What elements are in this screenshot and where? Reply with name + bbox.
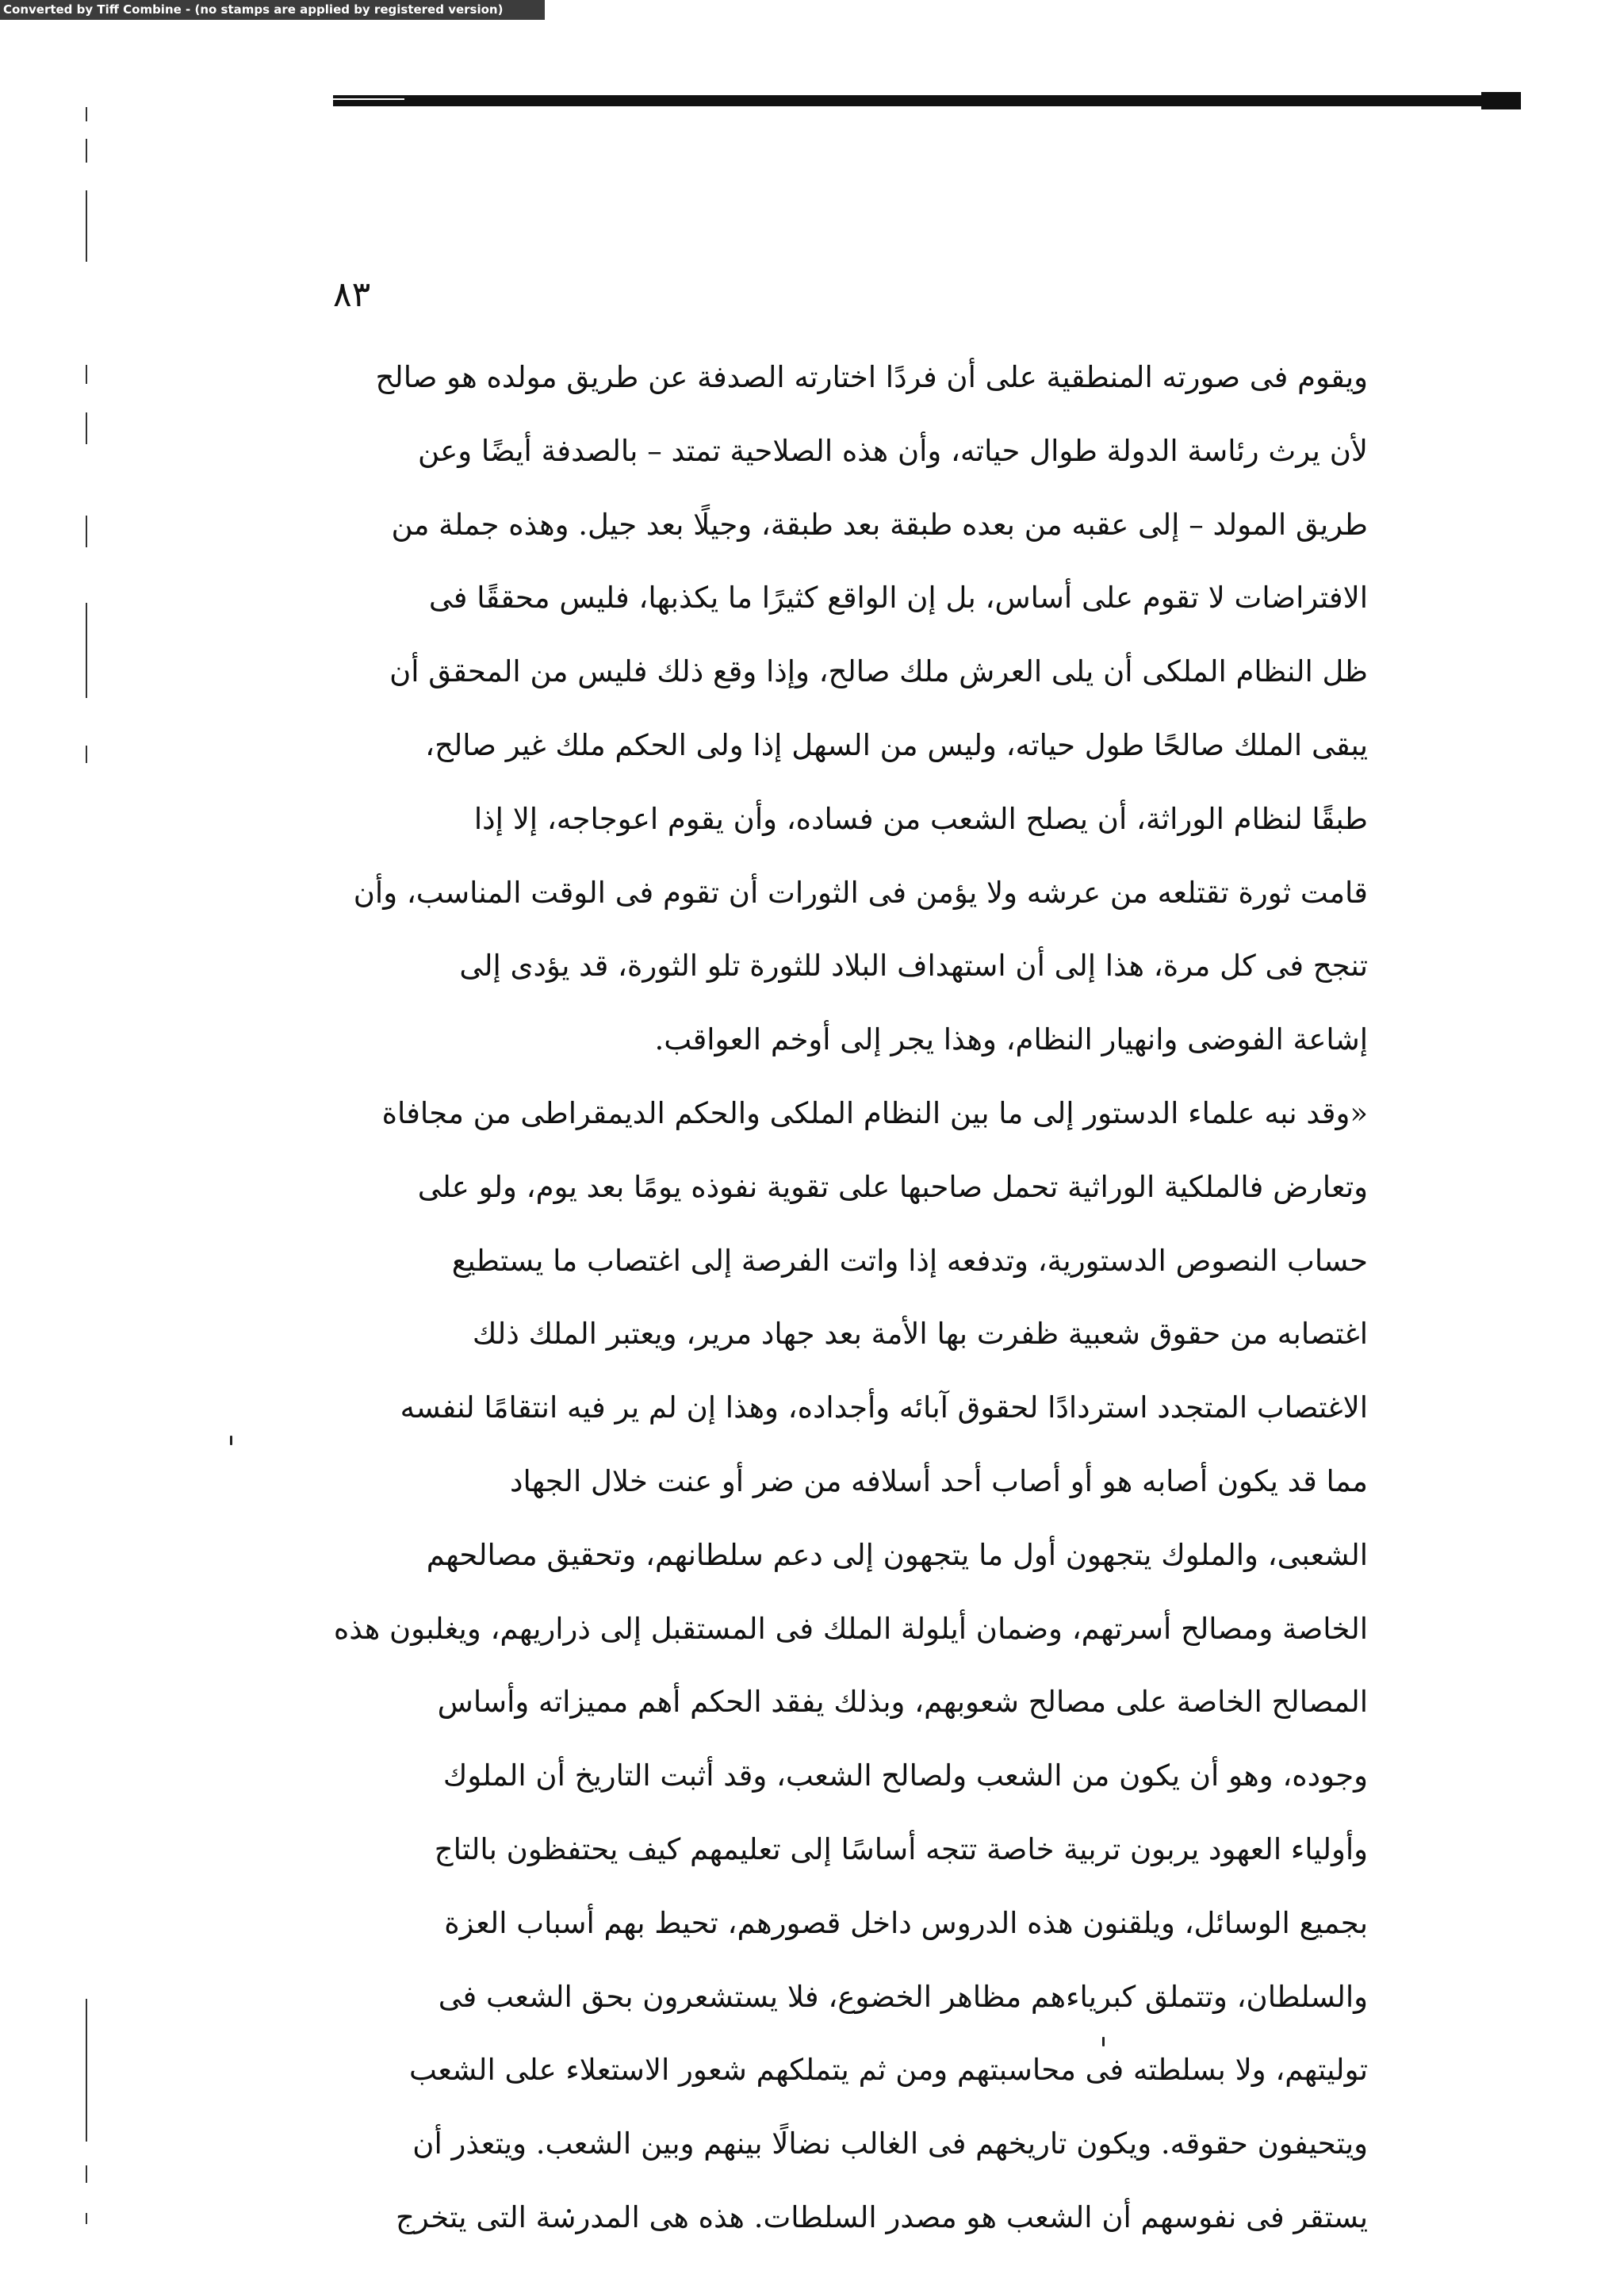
scan-margin-mark xyxy=(86,2213,87,2224)
text-line: وجوده، وهو أن يكون من الشعب ولصالح الشعب، وقد أثبت التاريخ أن الملوك xyxy=(442,1758,1368,1793)
text-line: ظل النظام الملكى أن يلى العرش ملك صالح، وإذا وقع ذلك فليس من المحقق أن xyxy=(389,654,1368,689)
text-line: الاغتصاب المتجدد استردادًا لحقوق آبائه وأجداده، وهذا إن لم ير فيه انتقامًا لنفسه xyxy=(400,1390,1368,1425)
text-line: اغتصابه من حقوق شعبية ظفرت بها الأمة بعد جهاد مرير، ويعتبر الملك ذلك xyxy=(472,1317,1368,1352)
text-line: الخاصة ومصالح أسرتهم، وضمان أيلولة الملك فى المستقبل إلى ذراريهم، ويغلبون هذه xyxy=(333,1611,1368,1646)
scan-margin-mark xyxy=(86,603,87,698)
scan-margin-mark xyxy=(86,365,87,384)
text-line: وتعارض فالملكية الوراثية تحمل صاحبها على تقوية نفوذه يومًا بعد يوم، ولو على xyxy=(417,1169,1368,1204)
text-line: طبقًا لنظام الوراثة، أن يصلح الشعب من فساده، وأن يقوم اعوجاجه، إلا إذا xyxy=(473,801,1368,836)
text-line: لأن يرث رئاسة الدولة طوال حياته، وأن هذه الصلاحية تمتد – بالصدفة أيضًا وعن xyxy=(418,433,1368,468)
text-line: وأولياء العهود يربون تربية خاصة تتجه أساسًا إلى تعليمهم كيف يحتفظون بالتاج xyxy=(434,1831,1368,1866)
top-rule xyxy=(333,95,1521,106)
text-line: المصالح الخاصة على مصالح شعوبهم، وبذلك يفقد الحكم أهم مميزاته وأساس xyxy=(437,1685,1368,1720)
text-line: ويتحيفون حقوقه. ويكون تاريخهم فى الغالب نضالًا بينهم وبين الشعب. ويتعذر أن xyxy=(412,2127,1368,2161)
text-line: طريق المولد – إلى عقبه من بعده طبقة بعد طبقة، وجيلًا بعد جيل. وهذه جملة من xyxy=(391,507,1368,542)
scan-margin-mark xyxy=(86,2165,87,2183)
text-line: والسلطان، وتتملق كبرياءهم مظاهر الخضوع، فلا يستشعرون بحق الشعب فى xyxy=(438,1979,1368,2014)
text-line: الشعبى، والملوك يتجهون أول ما يتجهون إلى دعم سلطانهم، وتحقيق مصالحهم xyxy=(426,1537,1368,1572)
scan-margin-mark xyxy=(86,412,87,444)
body-text xyxy=(333,341,1368,2255)
scan-margin-mark xyxy=(86,139,87,163)
conversion-banner: Converted by Tiff Combine - (no stamps are applied by registered version) xyxy=(0,0,545,20)
page-number: ٨٣ xyxy=(333,274,371,315)
text-line: مما قد يكون أصابه هو أو أصاب أحد أسلافه من ضر أو عنت خلال الجهاد xyxy=(509,1463,1368,1498)
text-line: إشاعة الفوضى وانهيار النظام، وهذا يجر إلى أوخم العواقب. xyxy=(654,1022,1368,1057)
text-line: «وقد نبه علماء الدستور إلى ما بين النظام الملكى والحكم الديمقراطى من مجافاة xyxy=(381,1095,1368,1130)
text-line: يبقى الملك صالحًا طول حياته، وليس من السهل إذا ولى الحكم ملك غير صالح، xyxy=(425,727,1368,762)
text-line: ويقوم فى صورته المنطقية على أن فردًا اختارته الصدفة عن طريق مولده هو صالح xyxy=(375,360,1368,394)
scan-margin-mark xyxy=(86,746,87,763)
scan-margin-mark xyxy=(86,107,87,121)
scan-margin-mark xyxy=(86,1999,87,2142)
scan-speck xyxy=(230,1436,232,1445)
text-line: بجميع الوسائل، ويلقنون هذه الدروس داخل قصورهم، تحيط بهم أسباب العزة xyxy=(444,1905,1368,1940)
text-line: تنجح فى كل مرة، هذا إلى أن استهداف البلاد للثورة تلو الثورة، قد يؤدى إلى xyxy=(459,949,1368,984)
text-line: حساب النصوص الدستورية، وتدفعه إذا واتت الفرصة إلى اغتصاب ما يستطيع xyxy=(451,1243,1368,1278)
text-line: توليتهم، ولا بسلطته فى محاسبتهم ومن ثم يتملكهم شعور الاستعلاء على الشعب xyxy=(408,2053,1368,2088)
text-line: يستقر فى نفوسهم أن الشعب هو مصدر السلطات. هذه هى المدرسة التى يتخرج xyxy=(395,2199,1368,2234)
scan-margin-mark xyxy=(86,190,87,262)
text-line: الافتراضات لا تقوم على أساس، بل إن الواقع كثيرًا ما يكذبها، فليس محققًا فى xyxy=(428,581,1368,616)
scan-margin-mark xyxy=(86,516,87,547)
text-line: قامت ثورة تقتلعه من عرشه ولا يؤمن فى الثورات أن تقوم فى الوقت المناسب، وأن xyxy=(353,875,1368,910)
